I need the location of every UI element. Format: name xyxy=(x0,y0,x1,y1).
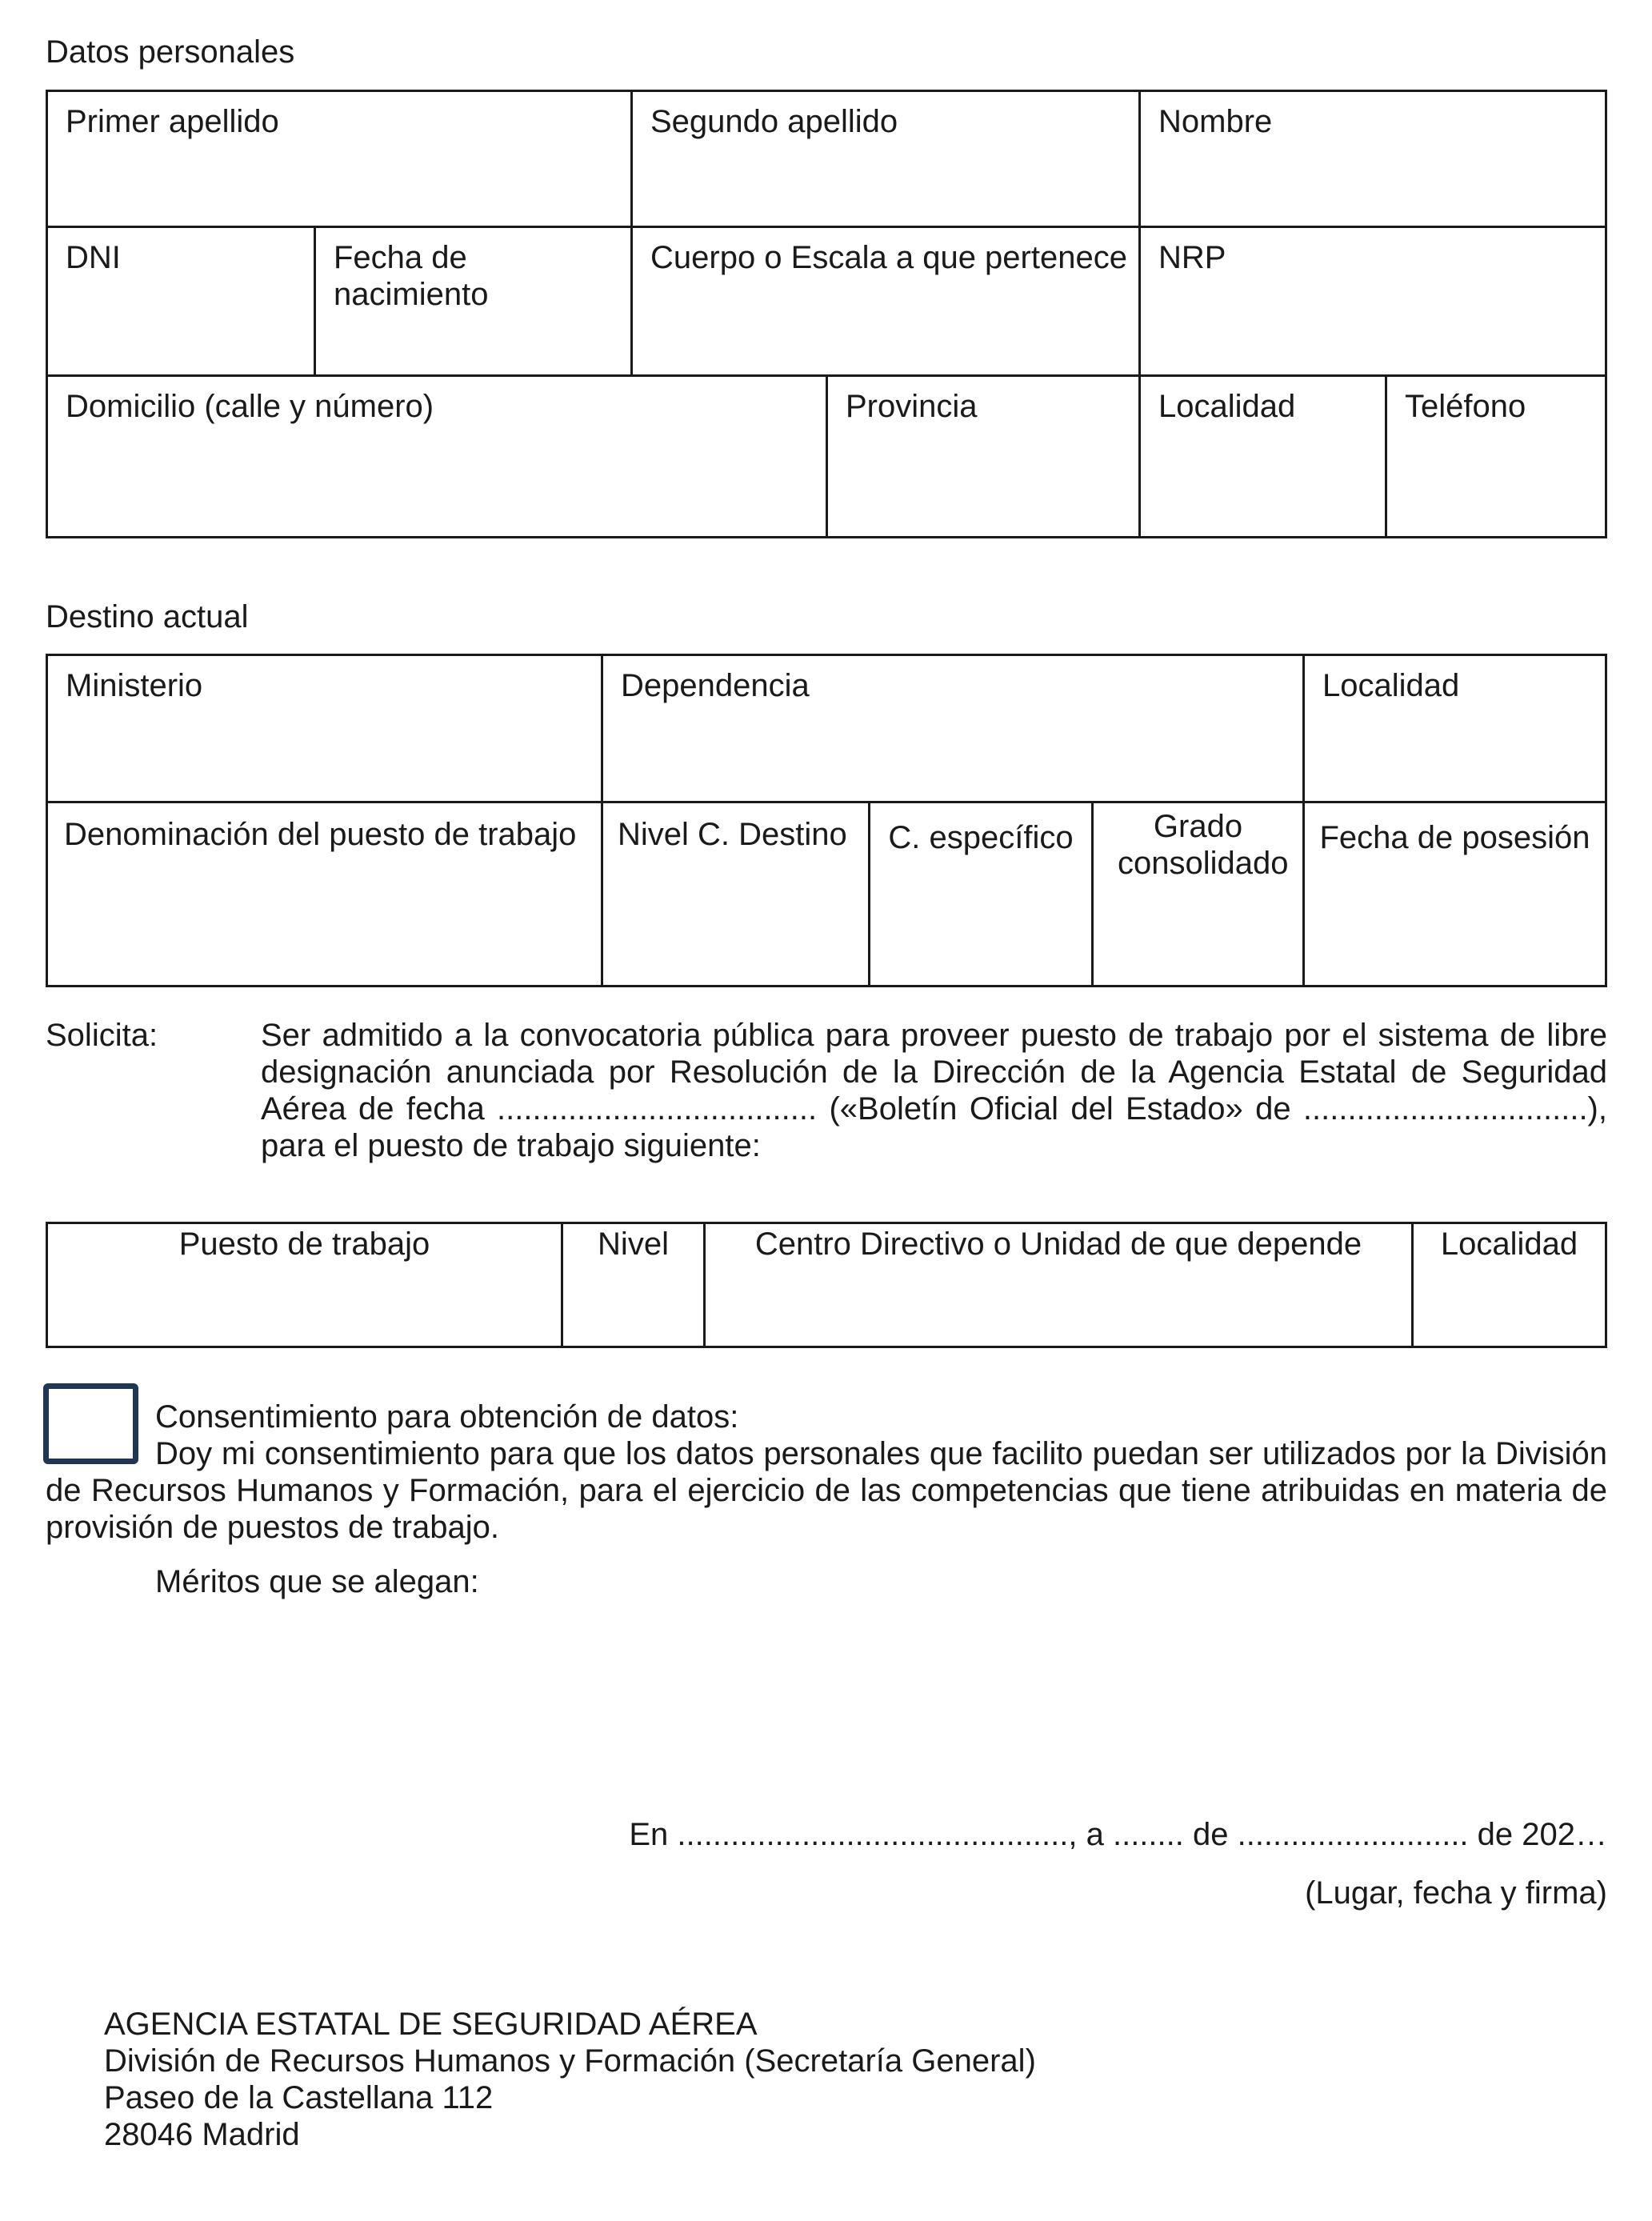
field-label: Fecha de posesión xyxy=(1319,820,1590,855)
field-localidad-puesto[interactable] xyxy=(1411,1222,1607,1348)
address-line-3: Paseo de la Castellana 112 xyxy=(104,2080,494,2115)
field-label: Provincia xyxy=(846,389,978,424)
section-heading-destino-actual: Destino actual xyxy=(46,599,249,634)
field-centro-directivo[interactable] xyxy=(703,1222,1414,1348)
field-label: Primer apellido xyxy=(66,104,279,139)
field-label: Fecha de nacimiento xyxy=(334,240,489,312)
field-provincia[interactable] xyxy=(826,374,1141,538)
field-cuerpo-escala[interactable] xyxy=(630,226,1141,377)
field-localidad-destino[interactable] xyxy=(1302,654,1607,803)
field-domicilio[interactable] xyxy=(46,374,828,538)
field-fecha-posesion[interactable] xyxy=(1302,801,1607,987)
field-nrp[interactable] xyxy=(1138,226,1607,377)
field-label: Nombre xyxy=(1158,104,1273,139)
field-nivel-destino[interactable] xyxy=(601,801,870,987)
field-label: Nivel xyxy=(598,1227,669,1262)
consent-text: Doy mi consentimiento para que los datos personales que facilito puedan ser utilizados por la División de Recursos Humanos y Formación, para el ejercicio de las competencias que tiene atribuidas en materia de provisión de puestos de trabajo. xyxy=(46,1436,1607,1545)
field-denominacion-puesto[interactable] xyxy=(46,801,603,987)
field-label: Denominación del puesto de trabajo xyxy=(64,817,577,852)
field-primer-apellido[interactable] xyxy=(46,90,633,228)
field-grado-consolidado[interactable] xyxy=(1091,801,1305,987)
field-segundo-apellido[interactable] xyxy=(630,90,1141,228)
section-heading-datos-personales: Datos personales xyxy=(46,34,295,70)
field-label: Cuerpo o Escala a que pertenece xyxy=(650,240,1127,275)
field-fecha-nacimiento[interactable] xyxy=(314,226,633,377)
field-nivel[interactable] xyxy=(561,1222,706,1348)
field-label: Localidad xyxy=(1322,668,1460,703)
field-nombre[interactable] xyxy=(1138,90,1607,228)
meritos-label: Méritos que se alegan: xyxy=(155,1564,479,1599)
field-label: Nivel C. Destino xyxy=(618,817,847,852)
field-label: Domicilio (calle y número) xyxy=(66,389,434,424)
field-puesto-trabajo[interactable] xyxy=(46,1222,563,1348)
field-label: Ministerio xyxy=(66,668,203,703)
field-ministerio[interactable] xyxy=(46,654,603,803)
field-label: Centro Directivo o Unidad de que depende xyxy=(754,1227,1362,1262)
consent-title: Consentimiento para obtención de datos: xyxy=(155,1399,739,1435)
field-telefono[interactable] xyxy=(1385,374,1607,538)
address-line-4: 28046 Madrid xyxy=(104,2117,300,2152)
field-label: Grado consolidado xyxy=(1118,809,1289,881)
field-localidad[interactable] xyxy=(1138,374,1387,538)
field-label: DNI xyxy=(66,240,121,275)
field-label: Puesto de trabajo xyxy=(178,1227,430,1262)
field-c-especifico[interactable] xyxy=(868,801,1094,987)
field-label: NRP xyxy=(1158,240,1226,275)
field-label: Localidad xyxy=(1158,389,1296,424)
field-label: C. específico xyxy=(888,820,1074,855)
solicita-label: Solicita: xyxy=(46,1018,158,1053)
field-label: Localidad xyxy=(1440,1227,1578,1262)
field-label: Teléfono xyxy=(1405,389,1526,424)
field-label: Segundo apellido xyxy=(650,104,898,139)
signature-line: En ............................................, a ........ de .......................... de 202… xyxy=(629,1817,1607,1852)
address-line-1: AGENCIA ESTATAL DE SEGURIDAD AÉREA xyxy=(104,2007,758,2042)
field-dni[interactable] xyxy=(46,226,316,377)
signature-caption: (Lugar, fecha y firma) xyxy=(1305,1875,1607,1911)
field-label: Dependencia xyxy=(621,668,810,703)
solicita-text: Ser admitido a la convocatoria pública para proveer puesto de trabajo por el sistema de libre designación anunciada por Resolución de la Dirección de la Agencia Estatal de Seguridad Aérea de fecha .................................... («Boletín Oficial del Estado» de ................................), para el puesto de trabajo siguiente: xyxy=(261,1018,1607,1163)
field-dependencia[interactable] xyxy=(601,654,1305,803)
address-line-2: División de Recursos Humanos y Formación (Secretaría General) xyxy=(104,2043,1036,2079)
